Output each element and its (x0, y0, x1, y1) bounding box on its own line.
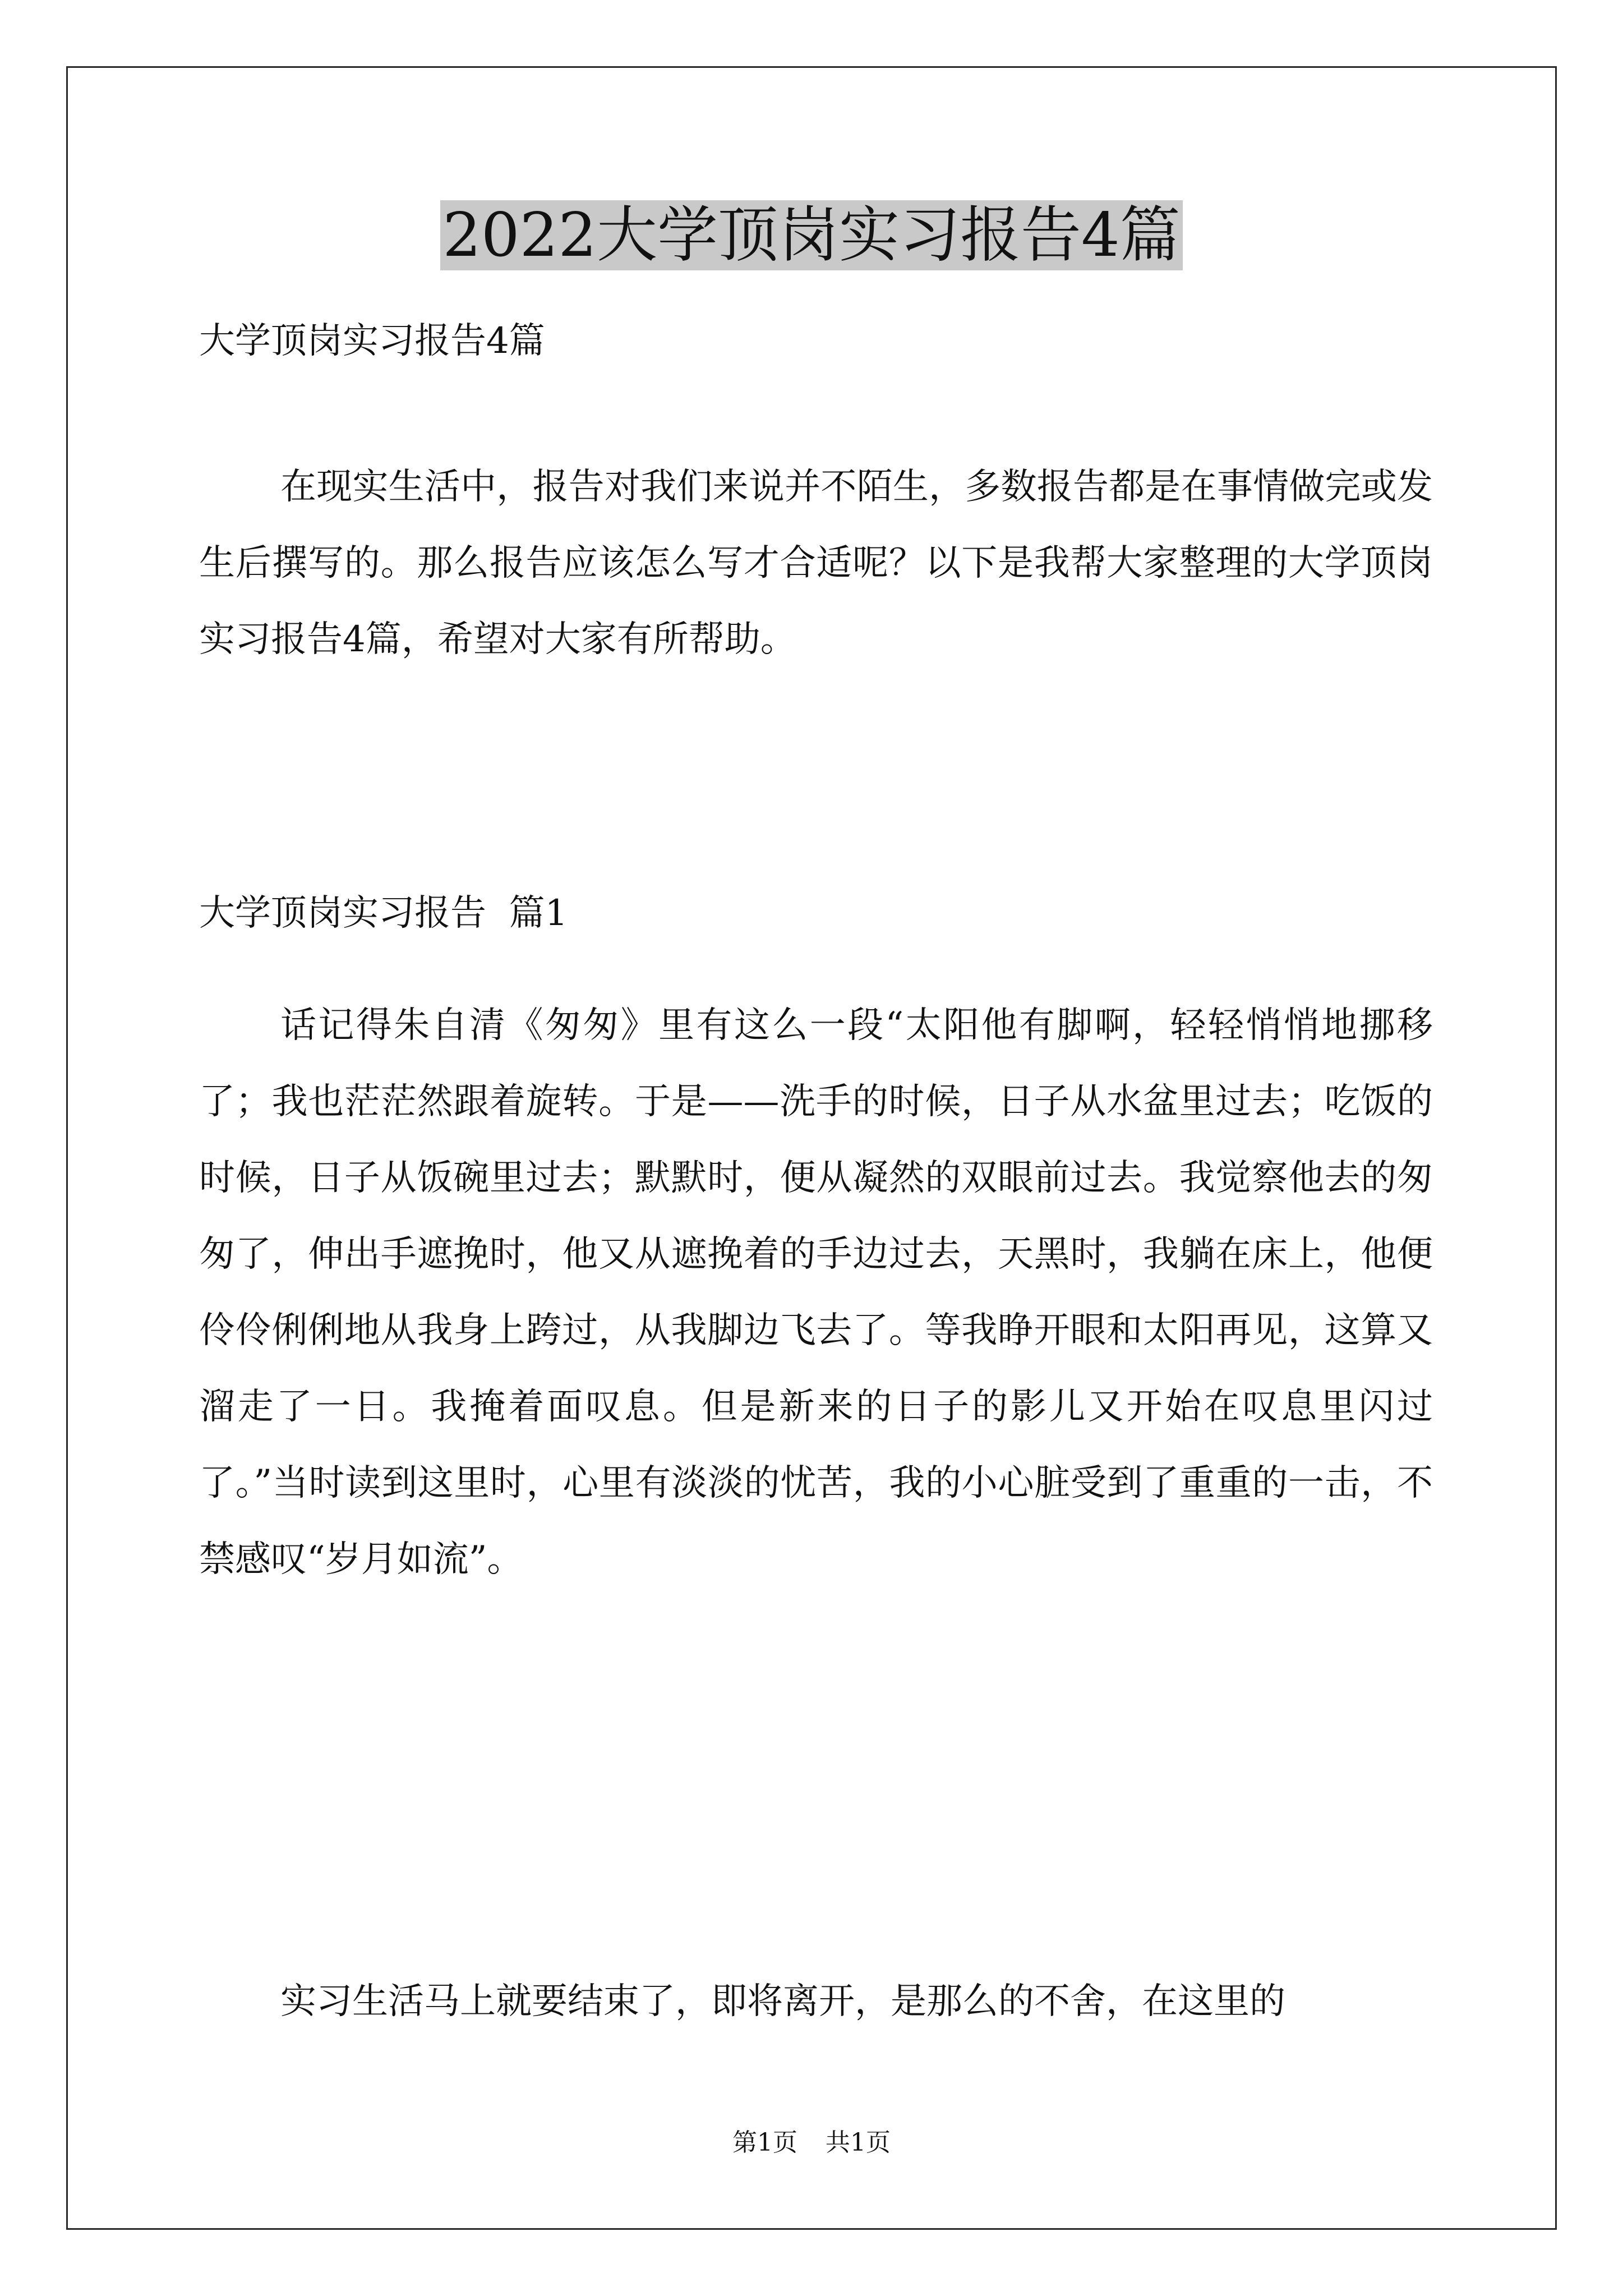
lead-line: 大学顶岗实习报告4篇 (199, 320, 545, 362)
body-paragraph-1: 话记得朱自清《匆匆》里有这么一段“太阳他有脚啊，轻轻悄悄地挪移了；我也茫茫然跟着旋转。于是——洗手的时候，日子从水盆里过去；吃饭的时候，日子从饭碗里过去；默默时，便从凝然的双眼前过去。我觉察他去的匆匆了，伸出手遮挽时，他又从遮挽着的手边过去，天黑时，我躺在床上，他便伶伶俐俐地从我身上跨过，从我脚边飞去了。等我睁开眼和太阳再见，这算又溜走了一日。我掩着面叹息。但是新来的日子的影儿又开始在叹息里闪过了。”当时读到这里时，心里有淡淡的忧苦，我的小心脏受到了重重的一击，不禁感叹“岁月如流”。 (199, 1005, 1433, 1580)
section-heading: 大学顶岗实习报告 篇1 (199, 892, 568, 934)
document-title (0, 194, 1623, 278)
footer-page-number: 第1页 (732, 2128, 797, 2157)
footer-total-pages: 共1页 (826, 2128, 891, 2157)
intro-paragraph: 在现实生活中，报告对我们来说并不陌生，多数报告都是在事情做完或发生后撰写的。那么报告应该怎么写才合适呢？以下是我帮大家整理的大学顶岗实习报告4篇，希望对大家有所帮助。 (199, 466, 1433, 660)
page-footer (0, 2126, 1623, 2160)
document-title-text: 2022大学顶岗实习报告4篇 (440, 200, 1183, 270)
body-paragraph-2: 实习生活马上就要结束了，即将离开，是那么的不舍，在这里的 (280, 1981, 1285, 2022)
